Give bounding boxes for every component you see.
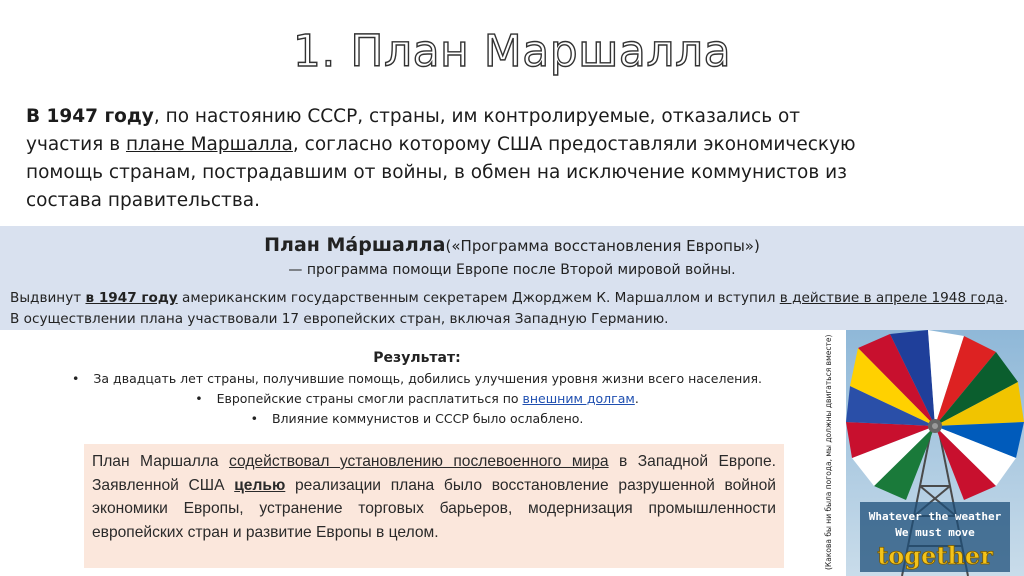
plan-alt-name: («Программа восстановления Европы») xyxy=(445,237,760,255)
poster-line-3: together xyxy=(877,541,993,570)
details-text-3: . В осуществлении плана участвовали 17 европейских стран, включая Западную Германию. xyxy=(10,290,1008,327)
page-title: 1. План Маршалла xyxy=(292,26,732,77)
result-item-text: . xyxy=(634,391,639,406)
result-item xyxy=(0,369,834,389)
marshall-plan-poster xyxy=(846,330,1024,576)
plan-name-line xyxy=(0,234,1024,256)
definition-band xyxy=(0,226,1024,330)
poster-line-1: Whatever the weather xyxy=(868,510,1002,523)
summary-text-3: реализации плана было восстановление разрушенной войной экономики Европы, устранение торговых барьеров, модернизация промышленности европейских стран и развитие Европы в целом. xyxy=(92,476,776,541)
details-effect-link[interactable]: в действие в апреле 1948 года xyxy=(779,290,1004,306)
poster-caption: (Какова бы ни была погода, мы должны двигаться вместе) xyxy=(824,334,833,570)
external-debts-link[interactable]: внешним долгам xyxy=(522,391,635,406)
details-text-2: американским государственным секретарем Джорджем К. Маршаллом и вступил xyxy=(177,290,780,306)
poster-image xyxy=(846,330,1024,576)
poster-line-2: We must move xyxy=(895,526,975,539)
intro-text-1: , по настоянию СССР, страны, им контролируемые, отказались от участия в xyxy=(26,106,801,155)
summary-box xyxy=(84,444,784,568)
result-item-text: Влияние коммунистов и СССР было ослаблено. xyxy=(271,411,584,426)
summary-text-2: в Западной Европе. Заявленной США xyxy=(92,453,776,494)
result-item xyxy=(0,389,834,409)
summary-text-1: План Маршалла xyxy=(92,453,230,470)
result-item-text: За двадцать лет страны, получившие помощь, добились улучшения уровня жизни всего населения. xyxy=(93,371,762,386)
result-list xyxy=(0,369,834,429)
result-item xyxy=(0,409,834,429)
result-item-text: Европейские страны смогли расплатиться по xyxy=(216,391,523,406)
details-text-1: Выдвинут xyxy=(10,290,86,306)
plan-definition: — программа помощи Европе после Второй мировой войны. xyxy=(288,262,736,278)
summary-peace-phrase: содействовал установлению послевоенного мира xyxy=(229,453,609,470)
plan-name: План Ма́ршалла xyxy=(264,234,446,256)
summary-goal-word: целью xyxy=(234,476,286,494)
marshall-plan-link[interactable]: плане Маршалла xyxy=(125,134,293,155)
intro-text-2: , согласно которому США предоставляли экономическую помощь странам, пострадавшим от войны, в обмен на исключение коммунистов из состава правительства. xyxy=(26,134,856,211)
plan-details xyxy=(10,288,1015,330)
details-year-link[interactable]: в 1947 году xyxy=(85,290,178,306)
intro-year: В 1947 году xyxy=(26,106,154,127)
intro-paragraph xyxy=(26,103,856,215)
result-title: Результат: xyxy=(373,350,461,366)
